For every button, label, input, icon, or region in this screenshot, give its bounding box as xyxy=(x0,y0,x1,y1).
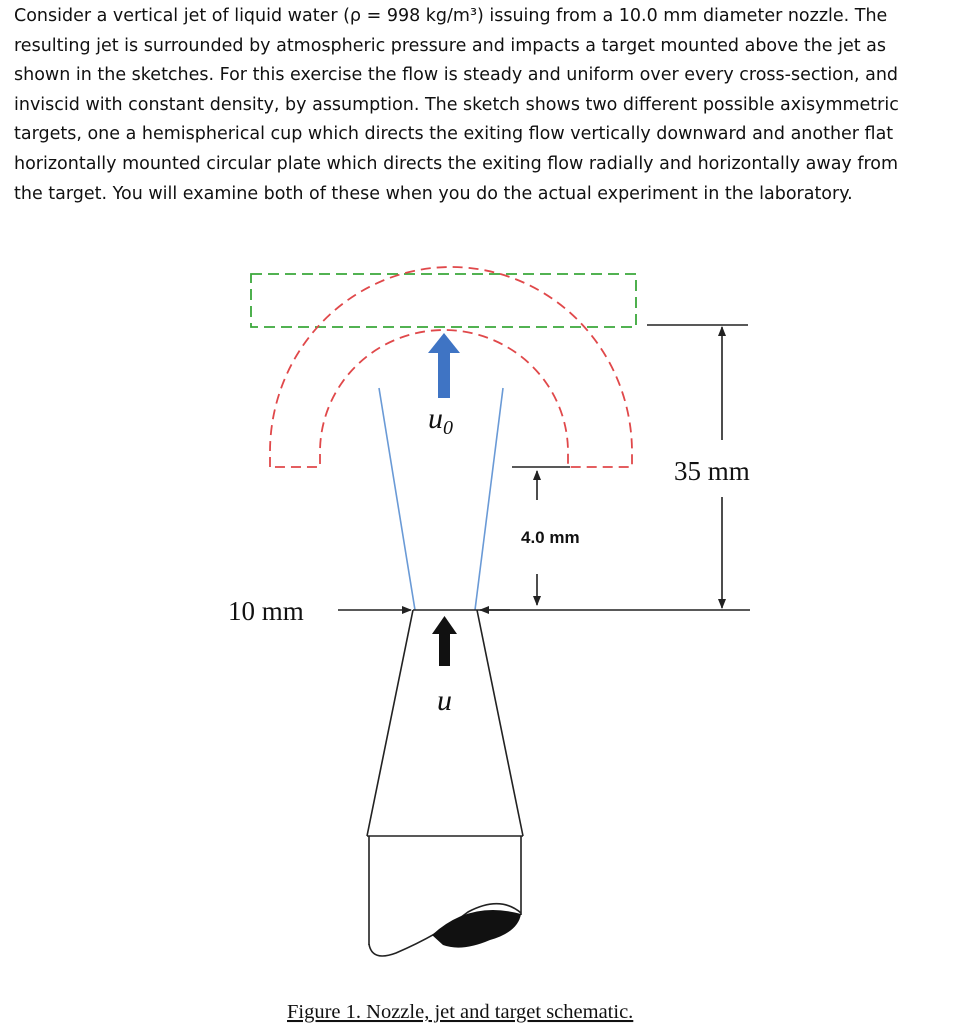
jet-velocity-arrow-icon xyxy=(428,333,460,398)
nozzle-wall-right xyxy=(477,610,523,836)
paragraph-line: horizontally mounted circular plate which directs the exiting flow radially and horizontally away from xyxy=(14,153,899,174)
flat-plate-target xyxy=(251,274,636,327)
jet-boundary-right xyxy=(475,388,503,610)
dim-35-label: 35 mm xyxy=(674,456,750,486)
nozzle-velocity-arrow-icon xyxy=(432,616,457,666)
dim-4-label: 4.0 mm xyxy=(521,528,580,547)
jet-boundary-left xyxy=(379,388,415,610)
paragraph-line: resulting jet is surrounded by atmospheric pressure and impacts a target mounted above the jet as xyxy=(14,35,887,56)
u0-label: $u_0$ xyxy=(428,402,453,439)
paragraph-line: shown in the sketches. For this exercise the flow is steady and uniform over every cross-section, and xyxy=(14,65,899,86)
dim-10-label: 10 mm xyxy=(228,596,304,626)
paragraph-line: targets, one a hemispherical cup which directs the exiting flow vertically downward and another flat xyxy=(14,124,894,145)
u-label: u xyxy=(437,684,452,717)
paragraph-line: the target. You will examine both of these when you do the actual experiment in the laboratory. xyxy=(14,183,853,204)
paragraph-line: inviscid with constant density, by assumption. The sketch shows two different possible axisymmetric xyxy=(14,94,899,115)
figure-caption: Figure 1. Nozzle, jet and target schematic. xyxy=(287,1001,634,1023)
pipe-break-fill xyxy=(432,910,521,948)
nozzle-wall-left xyxy=(367,610,413,836)
paragraph-line: Consider a vertical jet of liquid water (ρ = 998 kg/m³) issuing from a 10.0 mm diameter nozzle. The xyxy=(14,6,888,26)
